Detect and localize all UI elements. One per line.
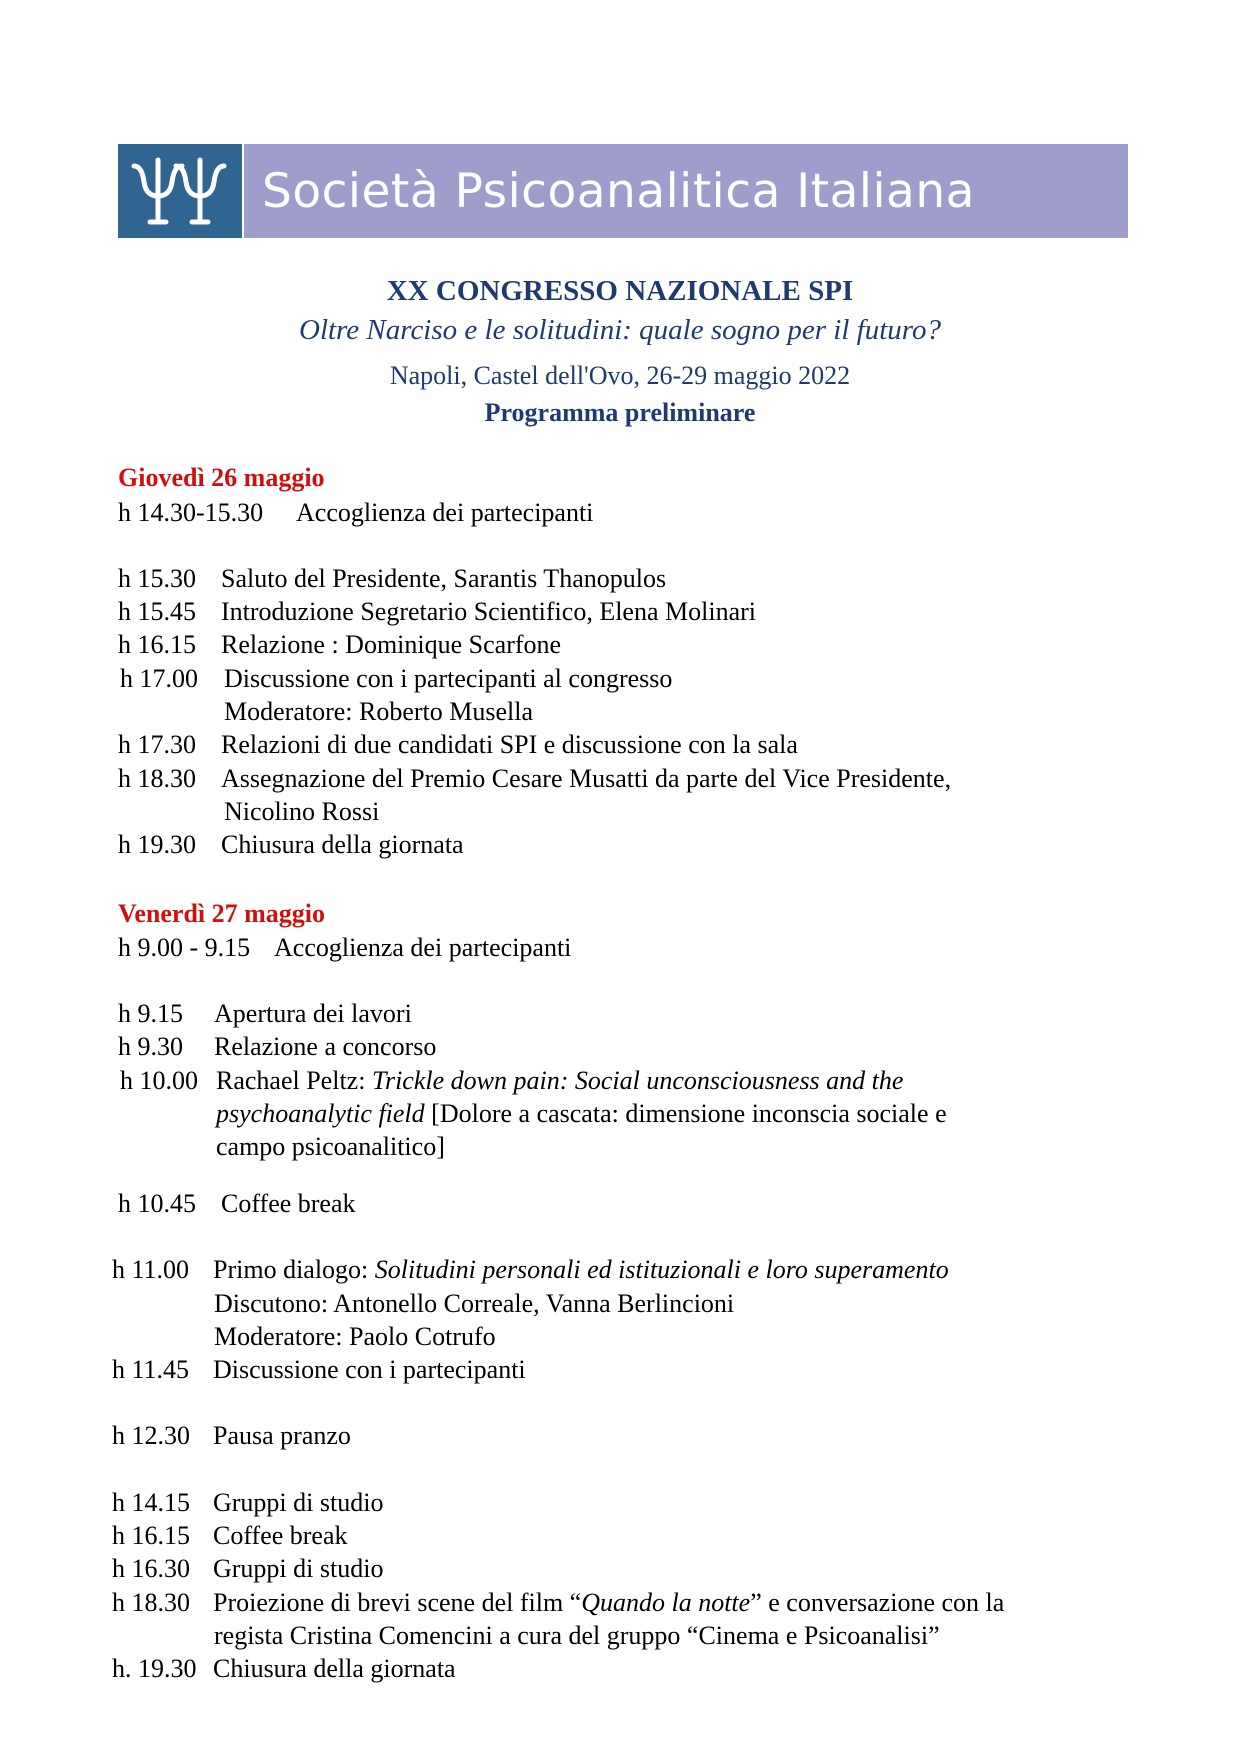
item-time: h 17.00: [120, 664, 198, 693]
congress-place-date: Napoli, Castel dell'Ovo, 26-29 maggio 2022: [389, 361, 851, 390]
item-text: Discussione con i partecipanti al congresso: [224, 664, 673, 693]
item-time: h 14.15: [112, 1488, 190, 1517]
item-text: Relazione a concorso: [214, 1032, 437, 1061]
schedule-item: [120, 1065, 904, 1097]
schedule-item: [112, 1587, 1005, 1619]
psi-logo-icon: [128, 152, 232, 230]
day-heading-thursday: Giovedì 26 maggio: [118, 463, 325, 492]
item-text: Saluto del Presidente, Sarantis Thanopulos: [221, 564, 667, 593]
schedule-item: [118, 829, 464, 861]
item-text: Relazioni di due candidati SPI e discussione con la sala: [221, 730, 798, 759]
schedule-item: [118, 998, 412, 1030]
item-time: h 15.30: [118, 564, 196, 593]
schedule-item: [118, 1031, 437, 1063]
schedule-item: [118, 596, 756, 628]
item-time: h 16.30: [112, 1554, 190, 1583]
item-text: Proiezione di brevi scene del film “Quando la notte” e conversazione con la: [213, 1588, 1005, 1617]
item-continuation: regista Cristina Comencini a cura del gruppo “Cinema e Psicoanalisi”: [214, 1621, 940, 1650]
schedule-item: [112, 1553, 384, 1585]
schedule-item: [118, 497, 594, 529]
item-continuation: campo psicoanalitico]: [216, 1132, 445, 1161]
schedule-item: [112, 1254, 949, 1286]
item-time: h 10.45: [118, 1189, 196, 1218]
item-time: h 16.15: [112, 1521, 190, 1550]
item-text: Gruppi di studio: [213, 1554, 384, 1583]
item-time: h 9.00 - 9.15: [118, 933, 251, 962]
item-time: h 17.30: [118, 730, 196, 759]
spi-logo: [118, 144, 242, 238]
schedule-item: [118, 763, 952, 795]
item-time: h 9.30: [118, 1032, 183, 1061]
item-text: Coffee break: [221, 1189, 356, 1218]
banner-band: [244, 144, 1128, 238]
item-time: h 10.00: [120, 1066, 198, 1095]
schedule-item: [112, 1520, 348, 1552]
organization-name: Società Psicoanalitica Italiana: [262, 163, 975, 219]
item-text: Accoglienza dei partecipanti: [296, 498, 594, 527]
item-text: Accoglienza dei partecipanti: [274, 933, 572, 962]
schedule-item: [118, 1188, 356, 1220]
programme-label: Programma preliminare: [484, 398, 756, 427]
schedule-item: [120, 663, 673, 695]
item-time: h 12.30: [112, 1421, 190, 1450]
item-time: h 18.30: [112, 1588, 190, 1617]
item-time: h 19.30: [118, 830, 196, 859]
item-time: h 15.45: [118, 597, 196, 626]
item-time: h 11.45: [112, 1355, 190, 1384]
item-text: Apertura dei lavori: [214, 999, 412, 1028]
item-text: Rachael Peltz: Trickle down pain: Social unconsciousness and the: [216, 1066, 904, 1095]
item-text: Coffee break: [213, 1521, 348, 1550]
item-time: h. 19.30: [112, 1654, 197, 1683]
schedule-item: [118, 932, 572, 964]
header-banner: [118, 144, 1128, 238]
schedule-item: [118, 729, 798, 761]
item-time: h 11.00: [112, 1255, 190, 1284]
item-text: Assegnazione del Premio Cesare Musatti da parte del Vice Presidente,: [221, 764, 952, 793]
item-text: Introduzione Segretario Scientifico, Elena Molinari: [221, 597, 756, 626]
day-heading-friday: Venerdì 27 maggio: [118, 899, 326, 928]
schedule-item: [118, 629, 562, 661]
item-text: Gruppi di studio: [213, 1488, 384, 1517]
item-text: Chiusura della giornata: [213, 1654, 456, 1683]
item-text: Relazione : Dominique Scarfone: [221, 630, 562, 659]
item-continuation: Moderatore: Roberto Musella: [224, 697, 534, 726]
item-continuation: Discutono: Antonello Correale, Vanna Berlincioni: [214, 1289, 735, 1318]
item-time: h 18.30: [118, 764, 196, 793]
item-time: h 9.15: [118, 999, 183, 1028]
item-text: Pausa pranzo: [213, 1421, 351, 1450]
item-text: Discussione con i partecipanti: [213, 1355, 526, 1384]
schedule-item: [112, 1354, 526, 1386]
congress-title: XX CONGRESSO NAZIONALE SPI: [386, 275, 854, 307]
item-continuation: Nicolino Rossi: [224, 797, 380, 826]
item-continuation: Moderatore: Paolo Cotrufo: [214, 1322, 496, 1351]
item-time: h 16.15: [118, 630, 196, 659]
schedule-item: [112, 1420, 351, 1452]
schedule-item: [112, 1653, 456, 1685]
item-text: Chiusura della giornata: [221, 830, 464, 859]
item-continuation: psychoanalytic field [Dolore a cascata: dimensione inconscia sociale e: [216, 1099, 947, 1128]
congress-subtitle: Oltre Narciso e le solitudini: quale sogno per il futuro?: [299, 314, 941, 346]
schedule-item: [118, 563, 667, 595]
item-text: Primo dialogo: Solitudini personali ed istituzionali e loro superamento: [213, 1255, 949, 1284]
schedule-item: [112, 1487, 384, 1519]
item-time: h 14.30-15.30: [118, 498, 264, 527]
